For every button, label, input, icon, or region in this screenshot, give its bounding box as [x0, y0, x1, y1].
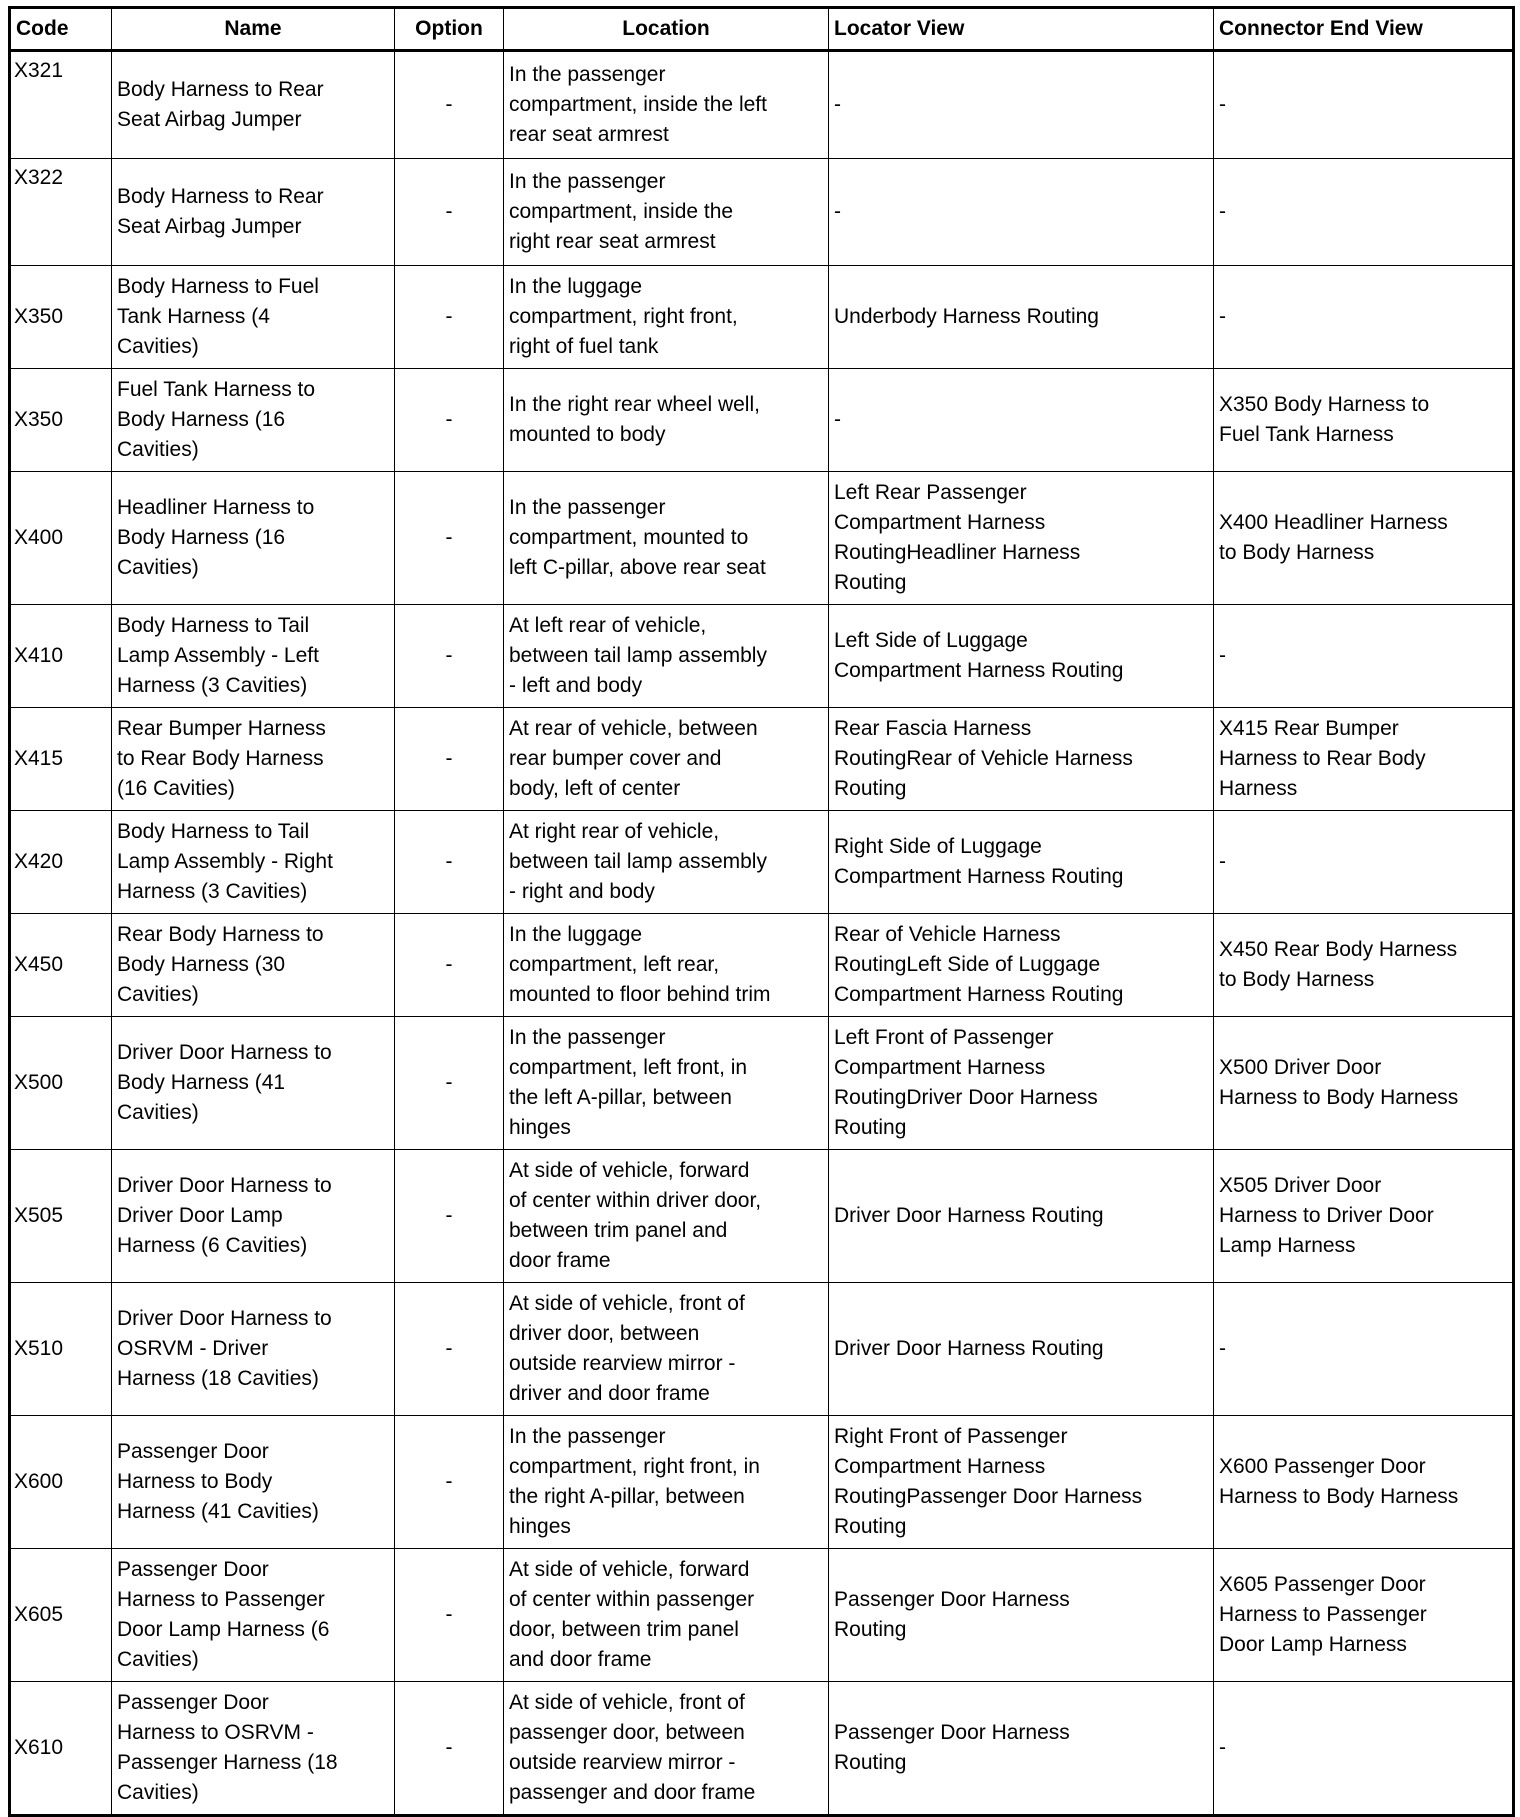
locator-view-cell: Left Side of Luggage Compartment Harness Routing	[829, 605, 1214, 708]
option-cell: -	[395, 1416, 504, 1549]
location-cell: In the passenger compartment, inside the right rear seat armrest	[504, 159, 829, 266]
name-cell: Body Harness to Rear Seat Airbag Jumper	[112, 51, 395, 159]
option-cell: -	[395, 914, 504, 1017]
name-cell: Driver Door Harness to Driver Door Lamp Harness (6 Cavities)	[112, 1150, 395, 1283]
location-cell: In the luggage compartment, right front, right of fuel tank	[504, 266, 829, 369]
table-row	[10, 266, 1514, 369]
table-row	[10, 1682, 1514, 1816]
table-row	[10, 1549, 1514, 1682]
table-row	[10, 811, 1514, 914]
locator-view-cell: Right Side of Luggage Compartment Harness Routing	[829, 811, 1214, 914]
name-cell: Rear Body Harness to Body Harness (30 Cavities)	[112, 914, 395, 1017]
code-cell: X400	[10, 472, 112, 605]
option-cell: -	[395, 1150, 504, 1283]
locator-view-cell: Passenger Door Harness Routing	[829, 1682, 1214, 1816]
location-cell: In the passenger compartment, right front, in the right A-pillar, between hinges	[504, 1416, 829, 1549]
option-cell: -	[395, 605, 504, 708]
connector-end-view-cell: X400 Headliner Harness to Body Harness	[1214, 472, 1514, 605]
code-cell: X322	[10, 159, 112, 266]
connector-end-view-cell: -	[1214, 266, 1514, 369]
code-cell: X410	[10, 605, 112, 708]
connector-end-view-cell: -	[1214, 605, 1514, 708]
locator-view-cell: Rear Fascia Harness RoutingRear of Vehicle Harness Routing	[829, 708, 1214, 811]
option-cell: -	[395, 266, 504, 369]
header-row	[10, 8, 1514, 51]
option-cell: -	[395, 811, 504, 914]
option-cell: -	[395, 1682, 504, 1816]
locator-view-cell: Driver Door Harness Routing	[829, 1150, 1214, 1283]
connector-end-view-cell: X350 Body Harness to Fuel Tank Harness	[1214, 369, 1514, 472]
table-row	[10, 1150, 1514, 1283]
code-cell: X350	[10, 369, 112, 472]
name-cell: Body Harness to Tail Lamp Assembly - Right Harness (3 Cavities)	[112, 811, 395, 914]
location-cell: In the passenger compartment, left front, in the left A-pillar, between hinges	[504, 1017, 829, 1150]
locator-view-cell: Driver Door Harness Routing	[829, 1283, 1214, 1416]
option-cell: -	[395, 472, 504, 605]
name-cell: Rear Bumper Harness to Rear Body Harness (16 Cavities)	[112, 708, 395, 811]
option-cell: -	[395, 708, 504, 811]
connector-end-view-cell: -	[1214, 159, 1514, 266]
table-row	[10, 51, 1514, 159]
option-cell: -	[395, 369, 504, 472]
connector-end-view-cell: X600 Passenger Door Harness to Body Harness	[1214, 1416, 1514, 1549]
location-cell: In the right rear wheel well, mounted to body	[504, 369, 829, 472]
table-row	[10, 369, 1514, 472]
name-cell: Passenger Door Harness to Body Harness (41 Cavities)	[112, 1416, 395, 1549]
name-cell: Passenger Door Harness to Passenger Door Lamp Harness (6 Cavities)	[112, 1549, 395, 1682]
location-cell: At side of vehicle, forward of center within driver door, between trim panel and door frame	[504, 1150, 829, 1283]
name-cell: Body Harness to Tail Lamp Assembly - Left Harness (3 Cavities)	[112, 605, 395, 708]
location-cell: In the passenger compartment, inside the left rear seat armrest	[504, 51, 829, 159]
locator-view-cell: -	[829, 51, 1214, 159]
locator-view-cell: Rear of Vehicle Harness RoutingLeft Side of Luggage Compartment Harness Routing	[829, 914, 1214, 1017]
locator-view-cell: -	[829, 159, 1214, 266]
name-cell: Fuel Tank Harness to Body Harness (16 Cavities)	[112, 369, 395, 472]
header-locator-view: Locator View	[829, 8, 1214, 51]
connector-end-view-cell: X450 Rear Body Harness to Body Harness	[1214, 914, 1514, 1017]
connector-end-view-cell: -	[1214, 811, 1514, 914]
code-cell: X500	[10, 1017, 112, 1150]
code-cell: X450	[10, 914, 112, 1017]
location-cell: At side of vehicle, forward of center within passenger door, between trim panel and door frame	[504, 1549, 829, 1682]
connector-end-view-cell: X415 Rear Bumper Harness to Rear Body Harness	[1214, 708, 1514, 811]
option-cell: -	[395, 159, 504, 266]
code-cell: X605	[10, 1549, 112, 1682]
code-cell: X415	[10, 708, 112, 811]
header-option: Option	[395, 8, 504, 51]
code-cell: X321	[10, 51, 112, 159]
locator-view-cell: Right Front of Passenger Compartment Harness RoutingPassenger Door Harness Routing	[829, 1416, 1214, 1549]
name-cell: Driver Door Harness to OSRVM - Driver Harness (18 Cavities)	[112, 1283, 395, 1416]
code-cell: X420	[10, 811, 112, 914]
locator-view-cell: Passenger Door Harness Routing	[829, 1549, 1214, 1682]
table-row	[10, 708, 1514, 811]
option-cell: -	[395, 1283, 504, 1416]
name-cell: Driver Door Harness to Body Harness (41 Cavities)	[112, 1017, 395, 1150]
table-row	[10, 914, 1514, 1017]
option-cell: -	[395, 51, 504, 159]
header-location: Location	[504, 8, 829, 51]
connector-end-view-cell: X505 Driver Door Harness to Driver Door Lamp Harness	[1214, 1150, 1514, 1283]
code-cell: X510	[10, 1283, 112, 1416]
connector-end-view-cell: -	[1214, 1283, 1514, 1416]
connector-end-view-cell: X500 Driver Door Harness to Body Harness	[1214, 1017, 1514, 1150]
code-cell: X610	[10, 1682, 112, 1816]
table-row	[10, 159, 1514, 266]
name-cell: Body Harness to Rear Seat Airbag Jumper	[112, 159, 395, 266]
header-connector-end-view: Connector End View	[1214, 8, 1514, 51]
table-row	[10, 1416, 1514, 1549]
code-cell: X600	[10, 1416, 112, 1549]
code-cell: X505	[10, 1150, 112, 1283]
name-cell: Passenger Door Harness to OSRVM - Passenger Harness (18 Cavities)	[112, 1682, 395, 1816]
locator-view-cell: Left Front of Passenger Compartment Harness RoutingDriver Door Harness Routing	[829, 1017, 1214, 1150]
connector-end-view-cell: -	[1214, 1682, 1514, 1816]
option-cell: -	[395, 1549, 504, 1682]
name-cell: Body Harness to Fuel Tank Harness (4 Cavities)	[112, 266, 395, 369]
location-cell: In the passenger compartment, mounted to left C-pillar, above rear seat	[504, 472, 829, 605]
code-cell: X350	[10, 266, 112, 369]
location-cell: At side of vehicle, front of driver door, between outside rearview mirror - driver and door frame	[504, 1283, 829, 1416]
table-row	[10, 605, 1514, 708]
option-cell: -	[395, 1017, 504, 1150]
header-name: Name	[112, 8, 395, 51]
table-row	[10, 1017, 1514, 1150]
connector-end-view-cell: -	[1214, 51, 1514, 159]
header-code: Code	[10, 8, 112, 51]
location-cell: In the luggage compartment, left rear, mounted to floor behind trim	[504, 914, 829, 1017]
locator-view-cell: Left Rear Passenger Compartment Harness RoutingHeadliner Harness Routing	[829, 472, 1214, 605]
connector-table	[8, 6, 1515, 1817]
locator-view-cell: Underbody Harness Routing	[829, 266, 1214, 369]
table-row	[10, 472, 1514, 605]
location-cell: At right rear of vehicle, between tail lamp assembly - right and body	[504, 811, 829, 914]
location-cell: At side of vehicle, front of passenger door, between outside rearview mirror - passenger and door frame	[504, 1682, 829, 1816]
table-row	[10, 1283, 1514, 1416]
connector-end-view-cell: X605 Passenger Door Harness to Passenger Door Lamp Harness	[1214, 1549, 1514, 1682]
location-cell: At rear of vehicle, between rear bumper cover and body, left of center	[504, 708, 829, 811]
name-cell: Headliner Harness to Body Harness (16 Cavities)	[112, 472, 395, 605]
locator-view-cell: -	[829, 369, 1214, 472]
location-cell: At left rear of vehicle, between tail lamp assembly - left and body	[504, 605, 829, 708]
